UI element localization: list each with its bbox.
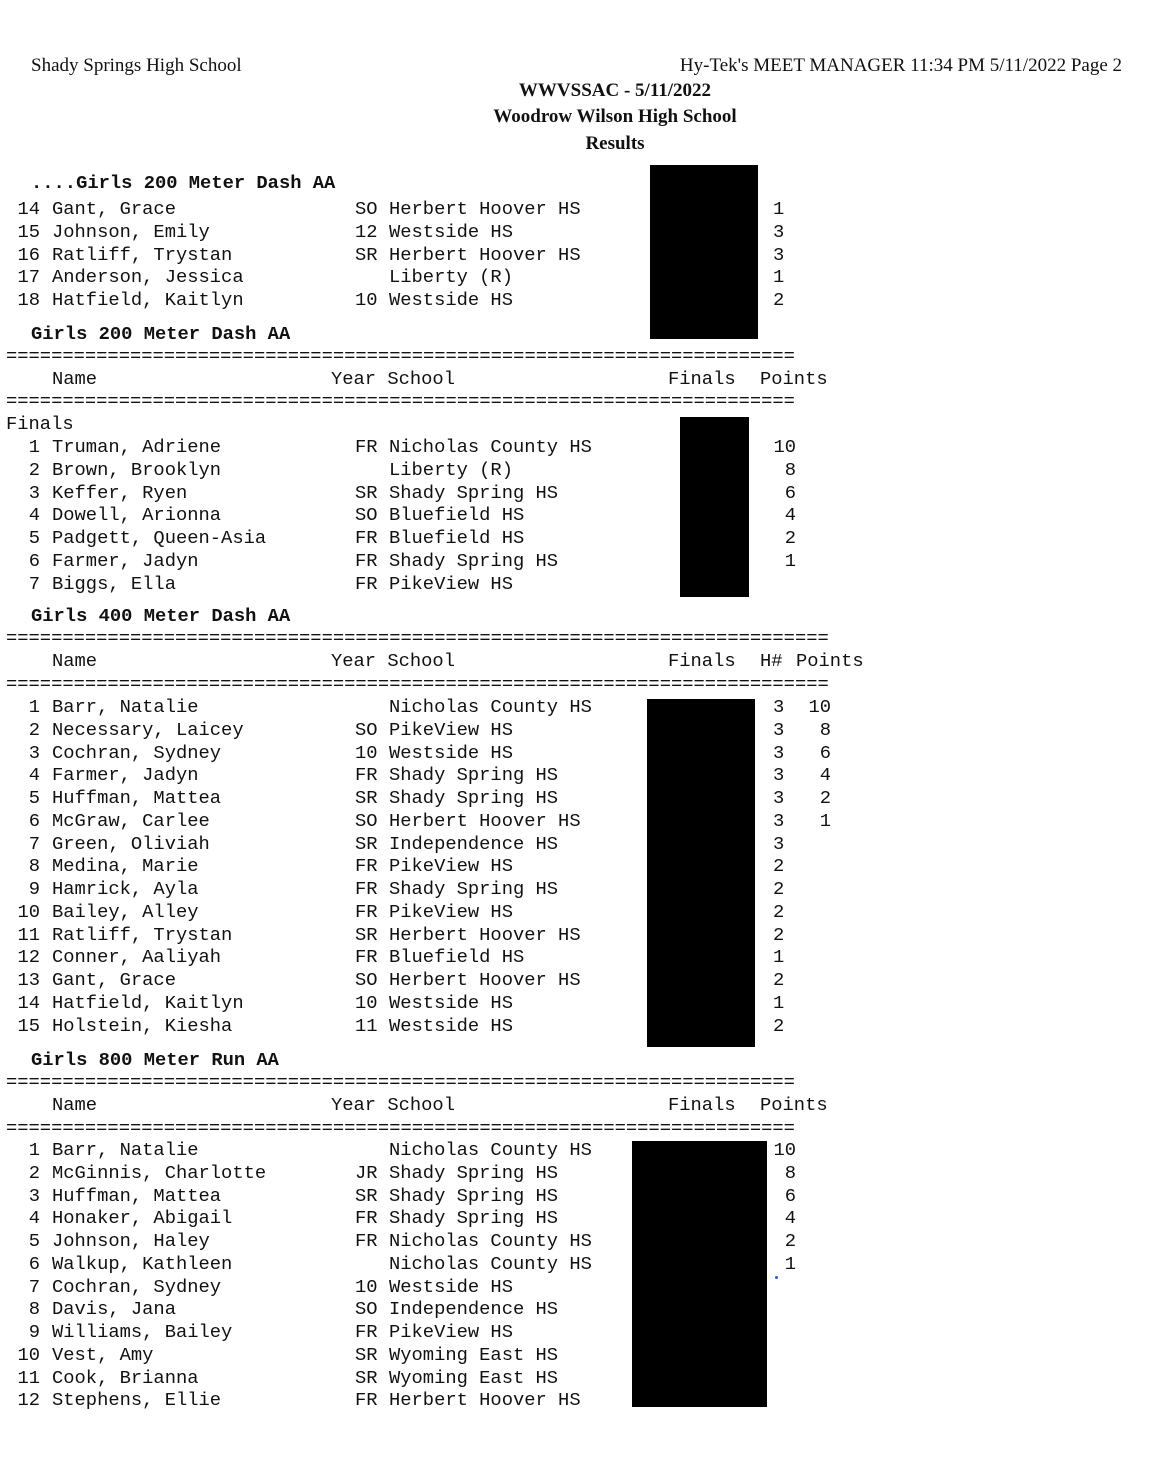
place-cell: 1 <box>28 436 40 458</box>
heat-cell: 3 <box>773 220 785 243</box>
place-cell: 4 <box>28 764 40 787</box>
year-cell: 10 <box>355 991 378 1014</box>
points-cell: 8 <box>784 458 796 481</box>
col-header-finals: Finals <box>668 368 736 390</box>
col-header-heat: H# <box>760 650 783 672</box>
athlete-name-cell: Walkup, Kathleen <box>52 1252 233 1275</box>
separator-line: ========================================================================= <box>6 673 829 695</box>
athlete-name-cell: Huffman, Mattea <box>52 787 222 809</box>
place-cell: 8 <box>28 855 40 878</box>
place-cell: 9 <box>28 878 40 900</box>
points-cell: 8 <box>784 1161 796 1184</box>
place-cell: 14 <box>17 991 40 1014</box>
col-header-year-school: Year School <box>331 368 455 390</box>
points-cell: 6 <box>784 1184 796 1207</box>
place-cell: 1 <box>28 696 40 718</box>
athlete-name-cell: Barr, Natalie <box>52 1139 199 1161</box>
year-cell: 10 <box>355 1275 378 1298</box>
athlete-name-cell: Farmer, Jadyn <box>52 549 199 572</box>
points-cell: 6 <box>784 481 796 504</box>
school-cell: Nicholas County HS <box>389 1230 592 1252</box>
col-header-name: Name <box>52 368 98 390</box>
athlete-name-cell: Conner, Aaliyah <box>52 946 222 969</box>
school-cell: PikeView HS <box>389 572 513 595</box>
place-cell: 8 <box>28 1298 40 1321</box>
col-header-points: Points <box>796 650 864 672</box>
school-cell: Liberty (R) <box>389 266 513 289</box>
event-title-200-continued: ....Girls 200 Meter Dash AA <box>31 172 336 194</box>
school-cell: Independence HS <box>389 1298 559 1321</box>
athlete-name-cell: Johnson, Haley <box>52 1230 210 1252</box>
group-label: Finals <box>6 413 74 435</box>
athlete-name-cell: Holstein, Kiesha <box>52 1014 233 1037</box>
school-cell: Nicholas County HS <box>389 696 592 718</box>
school-cell: Herbert Hoover HS <box>389 809 581 832</box>
school-cell: Bluefield HS <box>389 527 525 549</box>
separator-line: ====================================================================== <box>6 390 795 412</box>
place-cell: 4 <box>28 504 40 527</box>
place-cell: 3 <box>28 481 40 504</box>
stray-mark <box>775 1276 778 1279</box>
place-cell: 10 <box>17 900 40 923</box>
points-cell: 4 <box>819 764 831 787</box>
year-cell: SO <box>355 504 378 527</box>
athlete-name-cell: Hatfield, Kaitlyn <box>52 991 244 1014</box>
points-cell: 1 <box>819 809 831 832</box>
school-cell: Westside HS <box>389 741 513 764</box>
col-header-year-school: Year School <box>331 650 455 672</box>
school-cell: PikeView HS <box>389 900 513 923</box>
place-cell: 1 <box>28 1139 40 1161</box>
points-cell: 2 <box>819 787 831 809</box>
results-subtitle: Results <box>585 133 645 154</box>
school-cell: Westside HS <box>389 1275 513 1298</box>
place-cell: 14 <box>17 198 40 220</box>
athlete-name-cell: Green, Oliviah <box>52 832 210 855</box>
year-cell: SR <box>355 243 378 266</box>
year-cell: SR <box>355 1366 378 1389</box>
athlete-name-cell: Johnson, Emily <box>52 220 210 243</box>
school-cell: Nicholas County HS <box>389 436 592 458</box>
place-cell: 11 <box>17 1366 40 1389</box>
place-cell: 15 <box>17 1014 40 1037</box>
place-cell: 4 <box>28 1207 40 1230</box>
heat-cell: 3 <box>773 832 785 855</box>
col-header-points: Points <box>760 368 828 390</box>
place-cell: 5 <box>28 1230 40 1252</box>
venue-title: Woodrow Wilson High School <box>493 106 737 127</box>
year-cell: FR <box>355 900 378 923</box>
athlete-name-cell: Dowell, Arionna <box>52 504 222 527</box>
place-cell: 6 <box>28 1252 40 1275</box>
school-cell: Bluefield HS <box>389 946 525 969</box>
school-cell: Herbert Hoover HS <box>389 243 581 266</box>
school-cell: Herbert Hoover HS <box>389 969 581 991</box>
athlete-name-cell: McGraw, Carlee <box>52 809 210 832</box>
points-cell: 1 <box>784 549 796 572</box>
heat-cell: 2 <box>773 900 785 923</box>
heat-cell: 2 <box>773 923 785 946</box>
heat-cell: 2 <box>773 289 785 311</box>
school-cell: PikeView HS <box>389 855 513 878</box>
place-cell: 16 <box>17 243 40 266</box>
athlete-name-cell: Davis, Jana <box>52 1298 176 1321</box>
year-cell: JR <box>355 1161 378 1184</box>
year-cell: 12 <box>355 220 378 243</box>
redaction-block <box>680 417 749 597</box>
col-header-finals: Finals <box>668 1094 736 1116</box>
athlete-name-cell: Stephens, Ellie <box>52 1389 222 1412</box>
software-stamp: Hy-Tek's MEET MANAGER 11:34 PM 5/11/2022 Page 2 <box>679 55 1122 76</box>
event-title-400: Girls 400 Meter Dash AA <box>31 605 291 627</box>
points-cell: 4 <box>784 1207 796 1230</box>
heat-cell: 3 <box>773 718 785 741</box>
school-cell: Nicholas County HS <box>389 1139 592 1161</box>
heat-cell: 2 <box>773 1014 785 1037</box>
school-cell: PikeView HS <box>389 1321 513 1343</box>
year-cell: FR <box>355 1207 378 1230</box>
year-cell: 10 <box>355 289 378 311</box>
school-cell: Shady Spring HS <box>389 878 559 900</box>
year-cell: FR <box>355 855 378 878</box>
redaction-block <box>632 1141 767 1407</box>
school-cell: Shady Spring HS <box>389 481 559 504</box>
place-cell: 10 <box>17 1343 40 1366</box>
year-cell: FR <box>355 527 378 549</box>
heat-cell: 3 <box>773 787 785 809</box>
redaction-block <box>647 699 755 1047</box>
year-cell: SO <box>355 198 378 220</box>
athlete-name-cell: Cook, Brianna <box>52 1366 199 1389</box>
school-cell: Shady Spring HS <box>389 1207 559 1230</box>
athlete-name-cell: Bailey, Alley <box>52 900 199 923</box>
year-cell: SR <box>355 832 378 855</box>
place-cell: 3 <box>28 741 40 764</box>
athlete-name-cell: Huffman, Mattea <box>52 1184 222 1207</box>
heat-cell: 3 <box>773 243 785 266</box>
event-title-800: Girls 800 Meter Run AA <box>31 1049 279 1071</box>
athlete-name-cell: Cochran, Sydney <box>52 1275 222 1298</box>
athlete-name-cell: Biggs, Ella <box>52 572 176 595</box>
year-cell: FR <box>355 572 378 595</box>
separator-line: ====================================================================== <box>6 1071 795 1093</box>
place-cell: 6 <box>28 549 40 572</box>
col-header-finals: Finals <box>668 650 736 672</box>
points-cell: 10 <box>773 1139 796 1161</box>
points-cell: 4 <box>784 504 796 527</box>
athlete-name-cell: Brown, Brooklyn <box>52 458 222 481</box>
heat-cell: 1 <box>773 946 785 969</box>
place-cell: 7 <box>28 572 40 595</box>
athlete-name-cell: Keffer, Ryen <box>52 481 188 504</box>
place-cell: 9 <box>28 1321 40 1343</box>
year-cell: SO <box>355 809 378 832</box>
place-cell: 13 <box>17 969 40 991</box>
place-cell: 2 <box>28 1161 40 1184</box>
meet-title: WWVSSAC - 5/11/2022 <box>518 80 712 101</box>
school-cell: Herbert Hoover HS <box>389 1389 581 1412</box>
heat-cell: 3 <box>773 741 785 764</box>
school-name: Shady Springs High School <box>31 55 242 76</box>
school-cell: Westside HS <box>389 1014 513 1037</box>
place-cell: 7 <box>28 1275 40 1298</box>
school-cell: Shady Spring HS <box>389 787 559 809</box>
athlete-name-cell: Padgett, Queen-Asia <box>52 527 267 549</box>
points-cell: 8 <box>819 718 831 741</box>
points-cell: 1 <box>784 1252 796 1275</box>
heat-cell: 3 <box>773 764 785 787</box>
place-cell: 18 <box>17 289 40 311</box>
heat-cell: 2 <box>773 855 785 878</box>
year-cell: SR <box>355 481 378 504</box>
place-cell: 15 <box>17 220 40 243</box>
year-cell: FR <box>355 436 378 458</box>
athlete-name-cell: Ratliff, Trystan <box>52 243 233 266</box>
year-cell: FR <box>355 1389 378 1412</box>
school-cell: Shady Spring HS <box>389 1161 559 1184</box>
year-cell: FR <box>355 549 378 572</box>
athlete-name-cell: Cochran, Sydney <box>52 741 222 764</box>
year-cell: SR <box>355 923 378 946</box>
separator-line: ====================================================================== <box>6 1117 795 1139</box>
col-header-points: Points <box>760 1094 828 1116</box>
points-cell: 10 <box>808 696 831 718</box>
year-cell: SO <box>355 718 378 741</box>
school-cell: Shady Spring HS <box>389 764 559 787</box>
year-cell: FR <box>355 764 378 787</box>
school-cell: Liberty (R) <box>389 458 513 481</box>
place-cell: 17 <box>17 266 40 289</box>
school-cell: PikeView HS <box>389 718 513 741</box>
athlete-name-cell: Honaker, Abigail <box>52 1207 233 1230</box>
athlete-name-cell: Anderson, Jessica <box>52 266 244 289</box>
place-cell: 2 <box>28 718 40 741</box>
school-cell: Wyoming East HS <box>389 1343 559 1366</box>
col-header-year-school: Year School <box>331 1094 455 1116</box>
year-cell: SR <box>355 1343 378 1366</box>
col-header-name: Name <box>52 650 98 672</box>
year-cell: FR <box>355 1230 378 1252</box>
school-cell: Independence HS <box>389 832 559 855</box>
school-cell: Herbert Hoover HS <box>389 198 581 220</box>
place-cell: 7 <box>28 832 40 855</box>
place-cell: 11 <box>17 923 40 946</box>
place-cell: 2 <box>28 458 40 481</box>
place-cell: 6 <box>28 809 40 832</box>
heat-cell: 2 <box>773 969 785 991</box>
athlete-name-cell: Medina, Marie <box>52 855 199 878</box>
heat-cell: 2 <box>773 878 785 900</box>
separator-line: ========================================================================= <box>6 627 829 649</box>
year-cell: SR <box>355 1184 378 1207</box>
athlete-name-cell: Truman, Adriene <box>52 436 222 458</box>
athlete-name-cell: Williams, Bailey <box>52 1321 233 1343</box>
school-cell: Herbert Hoover HS <box>389 923 581 946</box>
points-cell: 6 <box>819 741 831 764</box>
school-cell: Westside HS <box>389 991 513 1014</box>
year-cell: 11 <box>355 1014 378 1037</box>
school-cell: Wyoming East HS <box>389 1366 559 1389</box>
school-cell: Nicholas County HS <box>389 1252 592 1275</box>
school-cell: Shady Spring HS <box>389 1184 559 1207</box>
year-cell: FR <box>355 1321 378 1343</box>
year-cell: 10 <box>355 741 378 764</box>
year-cell: SO <box>355 969 378 991</box>
points-cell: 2 <box>784 1230 796 1252</box>
school-cell: Shady Spring HS <box>389 549 559 572</box>
athlete-name-cell: Vest, Amy <box>52 1343 154 1366</box>
school-cell: Westside HS <box>389 220 513 243</box>
place-cell: 5 <box>28 787 40 809</box>
heat-cell: 3 <box>773 696 785 718</box>
place-cell: 5 <box>28 527 40 549</box>
heat-cell: 1 <box>773 266 785 289</box>
athlete-name-cell: Ratliff, Trystan <box>52 923 233 946</box>
athlete-name-cell: McGinnis, Charlotte <box>52 1161 267 1184</box>
place-cell: 3 <box>28 1184 40 1207</box>
year-cell: SO <box>355 1298 378 1321</box>
heat-cell: 1 <box>773 991 785 1014</box>
heat-cell: 1 <box>773 198 785 220</box>
year-cell: FR <box>355 878 378 900</box>
year-cell: SR <box>355 787 378 809</box>
year-cell: FR <box>355 946 378 969</box>
athlete-name-cell: Farmer, Jadyn <box>52 764 199 787</box>
athlete-name-cell: Hatfield, Kaitlyn <box>52 289 244 311</box>
athlete-name-cell: Necessary, Laicey <box>52 718 244 741</box>
place-cell: 12 <box>17 1389 40 1412</box>
event-title-200: Girls 200 Meter Dash AA <box>31 323 291 345</box>
athlete-name-cell: Barr, Natalie <box>52 696 199 718</box>
heat-cell: 3 <box>773 809 785 832</box>
athlete-name-cell: Gant, Grace <box>52 198 176 220</box>
points-cell: 2 <box>784 527 796 549</box>
place-cell: 12 <box>17 946 40 969</box>
points-cell: 10 <box>773 436 796 458</box>
school-cell: Bluefield HS <box>389 504 525 527</box>
separator-line: ====================================================================== <box>6 345 795 367</box>
redaction-block <box>650 165 758 339</box>
col-header-name: Name <box>52 1094 98 1116</box>
athlete-name-cell: Hamrick, Ayla <box>52 878 199 900</box>
athlete-name-cell: Gant, Grace <box>52 969 176 991</box>
school-cell: Westside HS <box>389 289 513 311</box>
